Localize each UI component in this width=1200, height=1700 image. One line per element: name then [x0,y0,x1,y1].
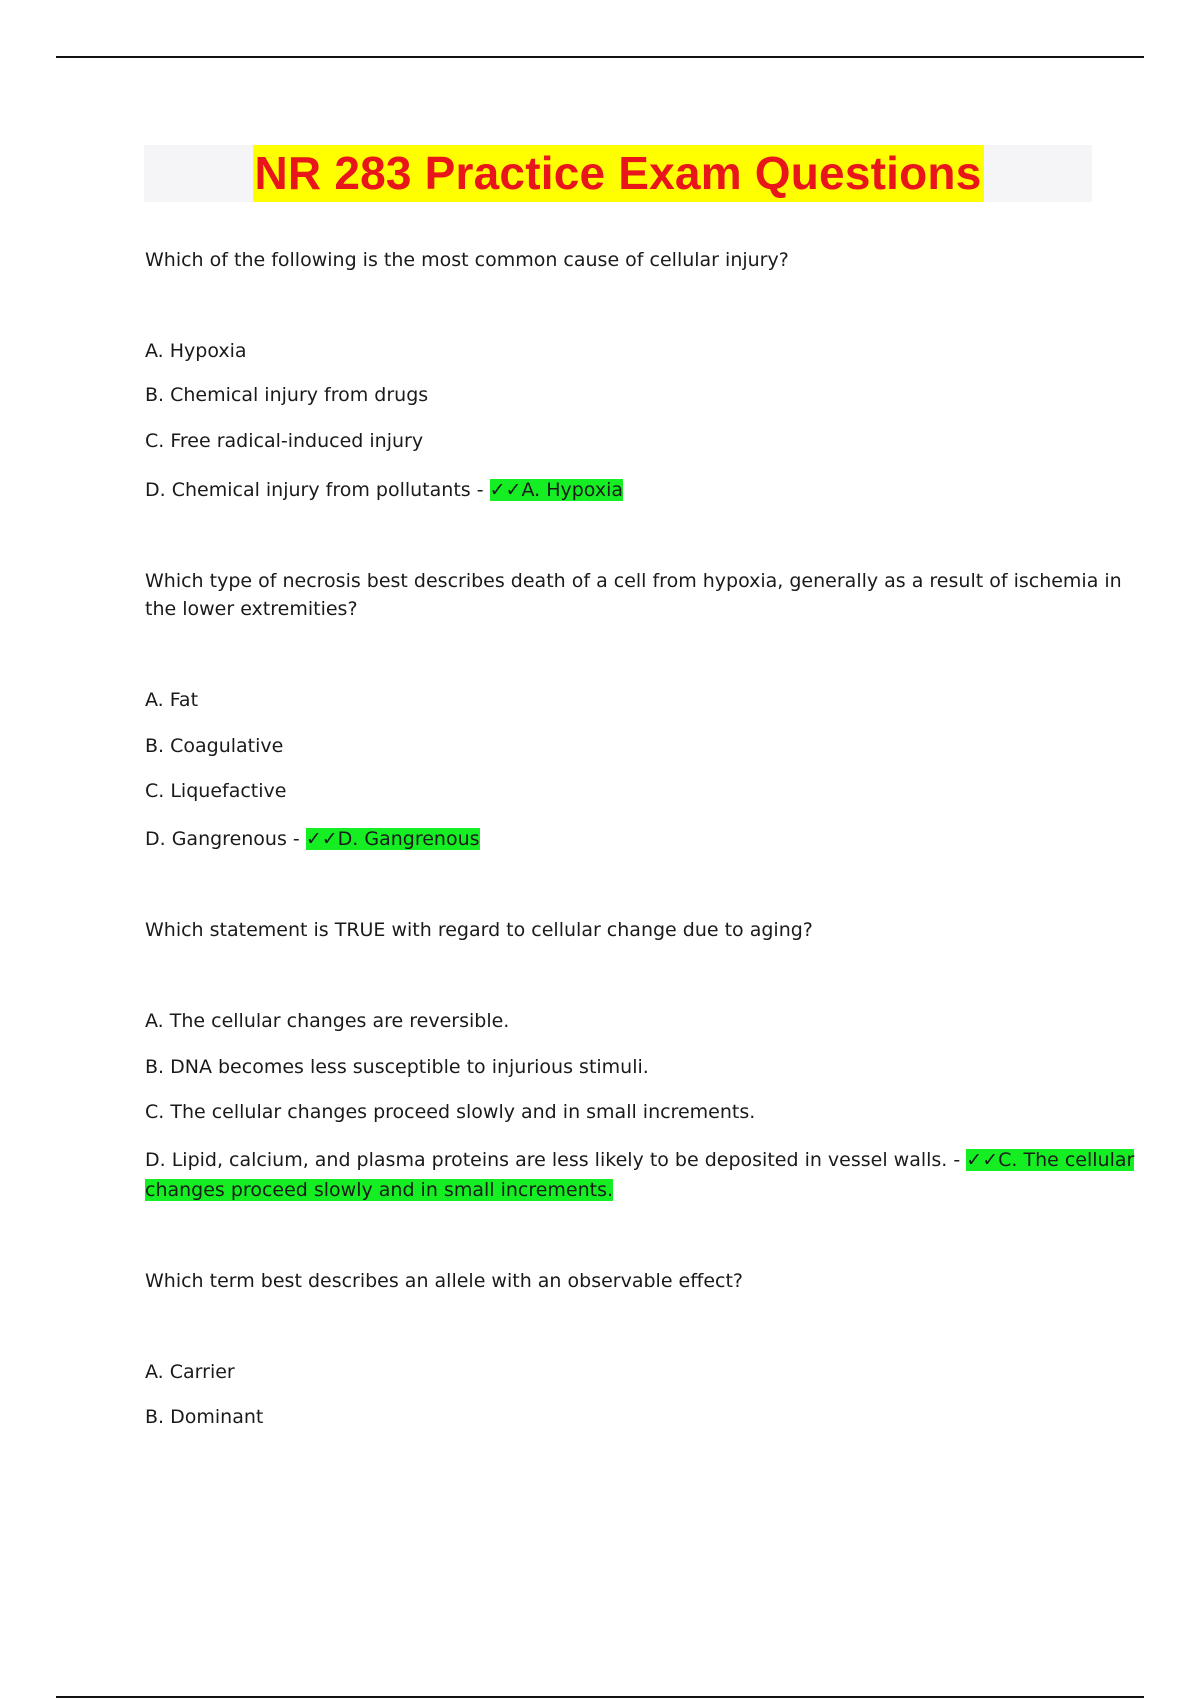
title-band [144,145,1092,202]
question-3-text: Which statement is TRUE with regard to cellular change due to aging? [145,919,813,941]
top-rule [56,56,1144,58]
question-2-text-line-1: Which type of necrosis best describes death of a cell from hypoxia, generally as a result of ischemia in [145,570,1122,592]
question-3-option-d-line [145,1146,1135,1174]
question-3-option-a: A. The cellular changes are reversible. [145,1010,510,1032]
question-2-answer: ✓✓D. Gangrenous [305,828,480,850]
question-3-option-d: D. Lipid, calcium, and plasma proteins are less likely to be deposited in vessel walls. - [145,1149,961,1171]
question-3-answer-part-2: changes proceed slowly and in small increments. [145,1179,614,1201]
question-2-option-c: C. Liquefactive [145,780,287,802]
question-1-option-d: D. Chemical injury from pollutants - [145,479,484,501]
question-2-option-d: D. Gangrenous - [145,828,300,850]
question-1-answer: ✓✓A. Hypoxia [489,479,623,501]
question-2-option-b: B. Coagulative [145,735,284,757]
question-3-option-c: C. The cellular changes proceed slowly and in small increments. [145,1101,756,1123]
question-2-option-d-line [145,825,1105,853]
bottom-rule [56,1696,1144,1698]
question-3-answer-line-2 [145,1176,1105,1204]
question-1-option-d-line [145,476,1105,504]
question-1-text: Which of the following is the most common cause of cellular injury? [145,249,789,271]
question-4-option-b: B. Dominant [145,1406,264,1428]
question-4-text: Which term best describes an allele with an observable effect? [145,1270,743,1292]
question-1-option-a: A. Hypoxia [145,340,247,362]
question-2-text-line-2: the lower extremities? [145,598,358,620]
question-2-option-a: A. Fat [145,689,199,711]
question-1-option-c: C. Free radical-induced injury [145,430,424,452]
document-title: NR 283 Practice Exam Questions [253,145,984,202]
question-1-option-b: B. Chemical injury from drugs [145,384,429,406]
question-3-answer-part-1: ✓✓C. The cellular [966,1149,1135,1171]
question-3-option-b: B. DNA becomes less susceptible to injurious stimuli. [145,1056,649,1078]
question-4-option-a: A. Carrier [145,1361,235,1383]
